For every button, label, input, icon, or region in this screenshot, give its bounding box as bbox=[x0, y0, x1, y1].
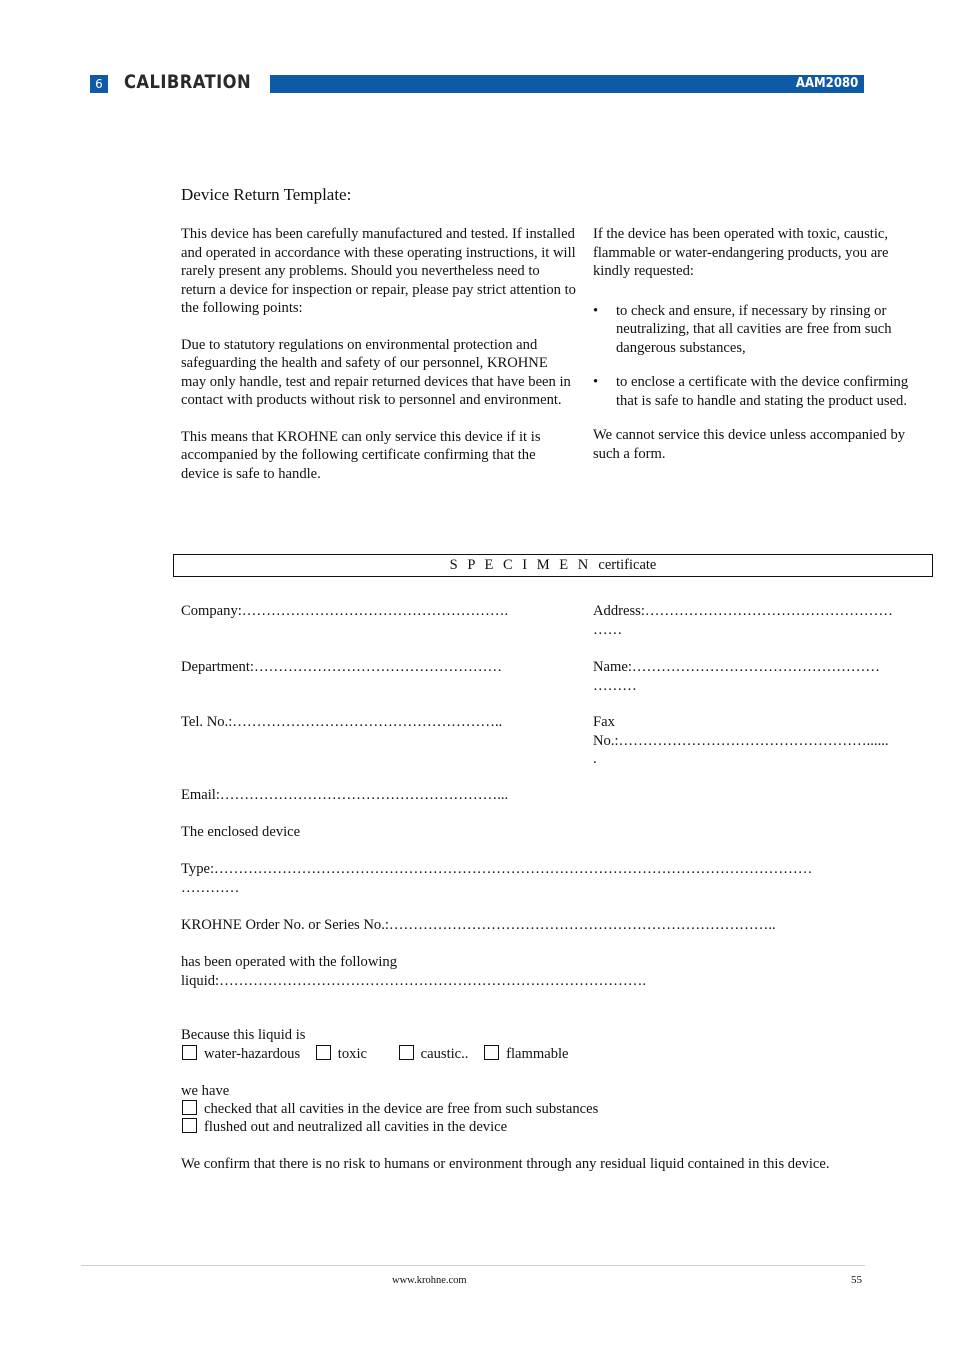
flammable-checkbox[interactable] bbox=[484, 1045, 499, 1060]
specimen-word: S P E C I M E N bbox=[449, 557, 592, 573]
specimen-suffix: certificate bbox=[598, 557, 657, 573]
header-bar bbox=[270, 75, 864, 93]
request-list bbox=[593, 302, 928, 411]
fax-field-line2: No.:……………………………………………...... bbox=[593, 732, 889, 749]
toxic-checkbox[interactable] bbox=[316, 1045, 331, 1060]
footer-divider bbox=[81, 1265, 865, 1266]
we-have-label: we have bbox=[181, 1083, 230, 1099]
request-item-certificate: • to enclose a certificate with the device confirming that is safe to handle and stating the product used. bbox=[593, 373, 928, 410]
request-intro: If the device has been operated with toxic, caustic, flammable or water-endangering products, you are kindly requested: bbox=[593, 226, 889, 279]
liquid-field-line2: liquid:……………………………………………………………………………. bbox=[181, 972, 646, 989]
order-number-field[interactable]: KROHNE Order No. or Series No.:…………………………………………………………………….. bbox=[181, 917, 776, 933]
caustic-checkbox[interactable] bbox=[399, 1045, 414, 1060]
chapter-number: 6 bbox=[90, 75, 108, 93]
address-field[interactable] bbox=[593, 602, 893, 639]
intro-paragraph-1: This device has been carefully manufactured and tested. If installed and operated in accordance with these operating instructions, it will rarely present any problems. Should you nevertheless need to return a device for inspection or repair, please pay strict attention to the following points: bbox=[181, 226, 576, 316]
company-field[interactable]: Company:………………………………………………. bbox=[181, 603, 509, 619]
page-number: 55 bbox=[851, 1274, 862, 1286]
type-field-line2: ………… bbox=[181, 879, 240, 896]
fax-field[interactable] bbox=[593, 713, 889, 769]
intro-right-column bbox=[593, 225, 928, 481]
hazard-option-water[interactable]: water-hazardous bbox=[182, 1046, 300, 1062]
water-hazardous-checkbox[interactable] bbox=[182, 1045, 197, 1060]
page-title: Device Return Template: bbox=[181, 185, 352, 204]
name-field[interactable] bbox=[593, 658, 880, 695]
department-field[interactable]: Department:…………………………………………… bbox=[181, 659, 503, 675]
address-field-line2: …… bbox=[593, 621, 623, 638]
flushed-cavities-checkbox[interactable] bbox=[182, 1118, 197, 1133]
footer-url[interactable]: www.krohne.com bbox=[392, 1275, 467, 1286]
checked-cavities-checkbox[interactable] bbox=[182, 1100, 197, 1115]
address-field-line1: Address:…………………………………………… bbox=[593, 603, 893, 619]
document-code: AAM2080 bbox=[795, 76, 858, 91]
intro-left-column bbox=[181, 225, 576, 501]
request-closing: We cannot service this device unless accompanied by such a form. bbox=[593, 427, 906, 462]
tel-field[interactable]: Tel. No.:……………………………………………….. bbox=[181, 714, 503, 730]
specimen-certificate-heading bbox=[173, 554, 933, 577]
hazard-options bbox=[182, 1045, 581, 1064]
fax-field-line1: Fax bbox=[593, 714, 615, 730]
flushed-cavities-option[interactable]: flushed out and neutralized all cavities in the device bbox=[182, 1118, 507, 1137]
name-field-line2: ……… bbox=[593, 677, 637, 694]
fax-field-line3: . bbox=[593, 751, 597, 767]
intro-paragraph-2: Due to statutory regulations on environmental protection and safeguarding the health and safety of our personnel, KROHNE may only handle, test and repair returned devices that have been in contact with products without risk to personnel and environment. bbox=[181, 336, 571, 408]
hazard-option-toxic[interactable]: toxic bbox=[316, 1046, 367, 1062]
enclosed-device-label: The enclosed device bbox=[181, 824, 301, 840]
intro-paragraph-3: This means that KROHNE can only service this device if it is accompanied by the following certificate confirming that the device is safe to handle. bbox=[181, 428, 541, 482]
chapter-title: CALIBRATION bbox=[124, 71, 252, 93]
type-field[interactable] bbox=[181, 860, 812, 897]
checked-cavities-option[interactable]: checked that all cavities in the device are free from such substances bbox=[182, 1100, 598, 1119]
request-item-rinse: • to check and ensure, if necessary by rinsing or neutralizing, that all cavities are free from such dangerous substances, bbox=[593, 302, 928, 358]
liquid-field[interactable] bbox=[181, 953, 646, 990]
liquid-field-line1: has been operated with the following bbox=[181, 954, 398, 970]
hazard-option-caustic[interactable]: caustic.. bbox=[399, 1046, 469, 1062]
because-label: Because this liquid is bbox=[181, 1027, 306, 1043]
email-field[interactable]: Email:…………………………………………………... bbox=[181, 787, 509, 803]
hazard-option-flammable[interactable]: flammable bbox=[484, 1046, 568, 1062]
name-field-line1: Name:…………………………………………… bbox=[593, 659, 880, 675]
type-field-line1: Type:…………………………………………………………………………………………………………… bbox=[181, 861, 813, 877]
confirmation-statement: We confirm that there is no risk to humans or environment through any residual liquid contained in this device. bbox=[181, 1156, 830, 1172]
